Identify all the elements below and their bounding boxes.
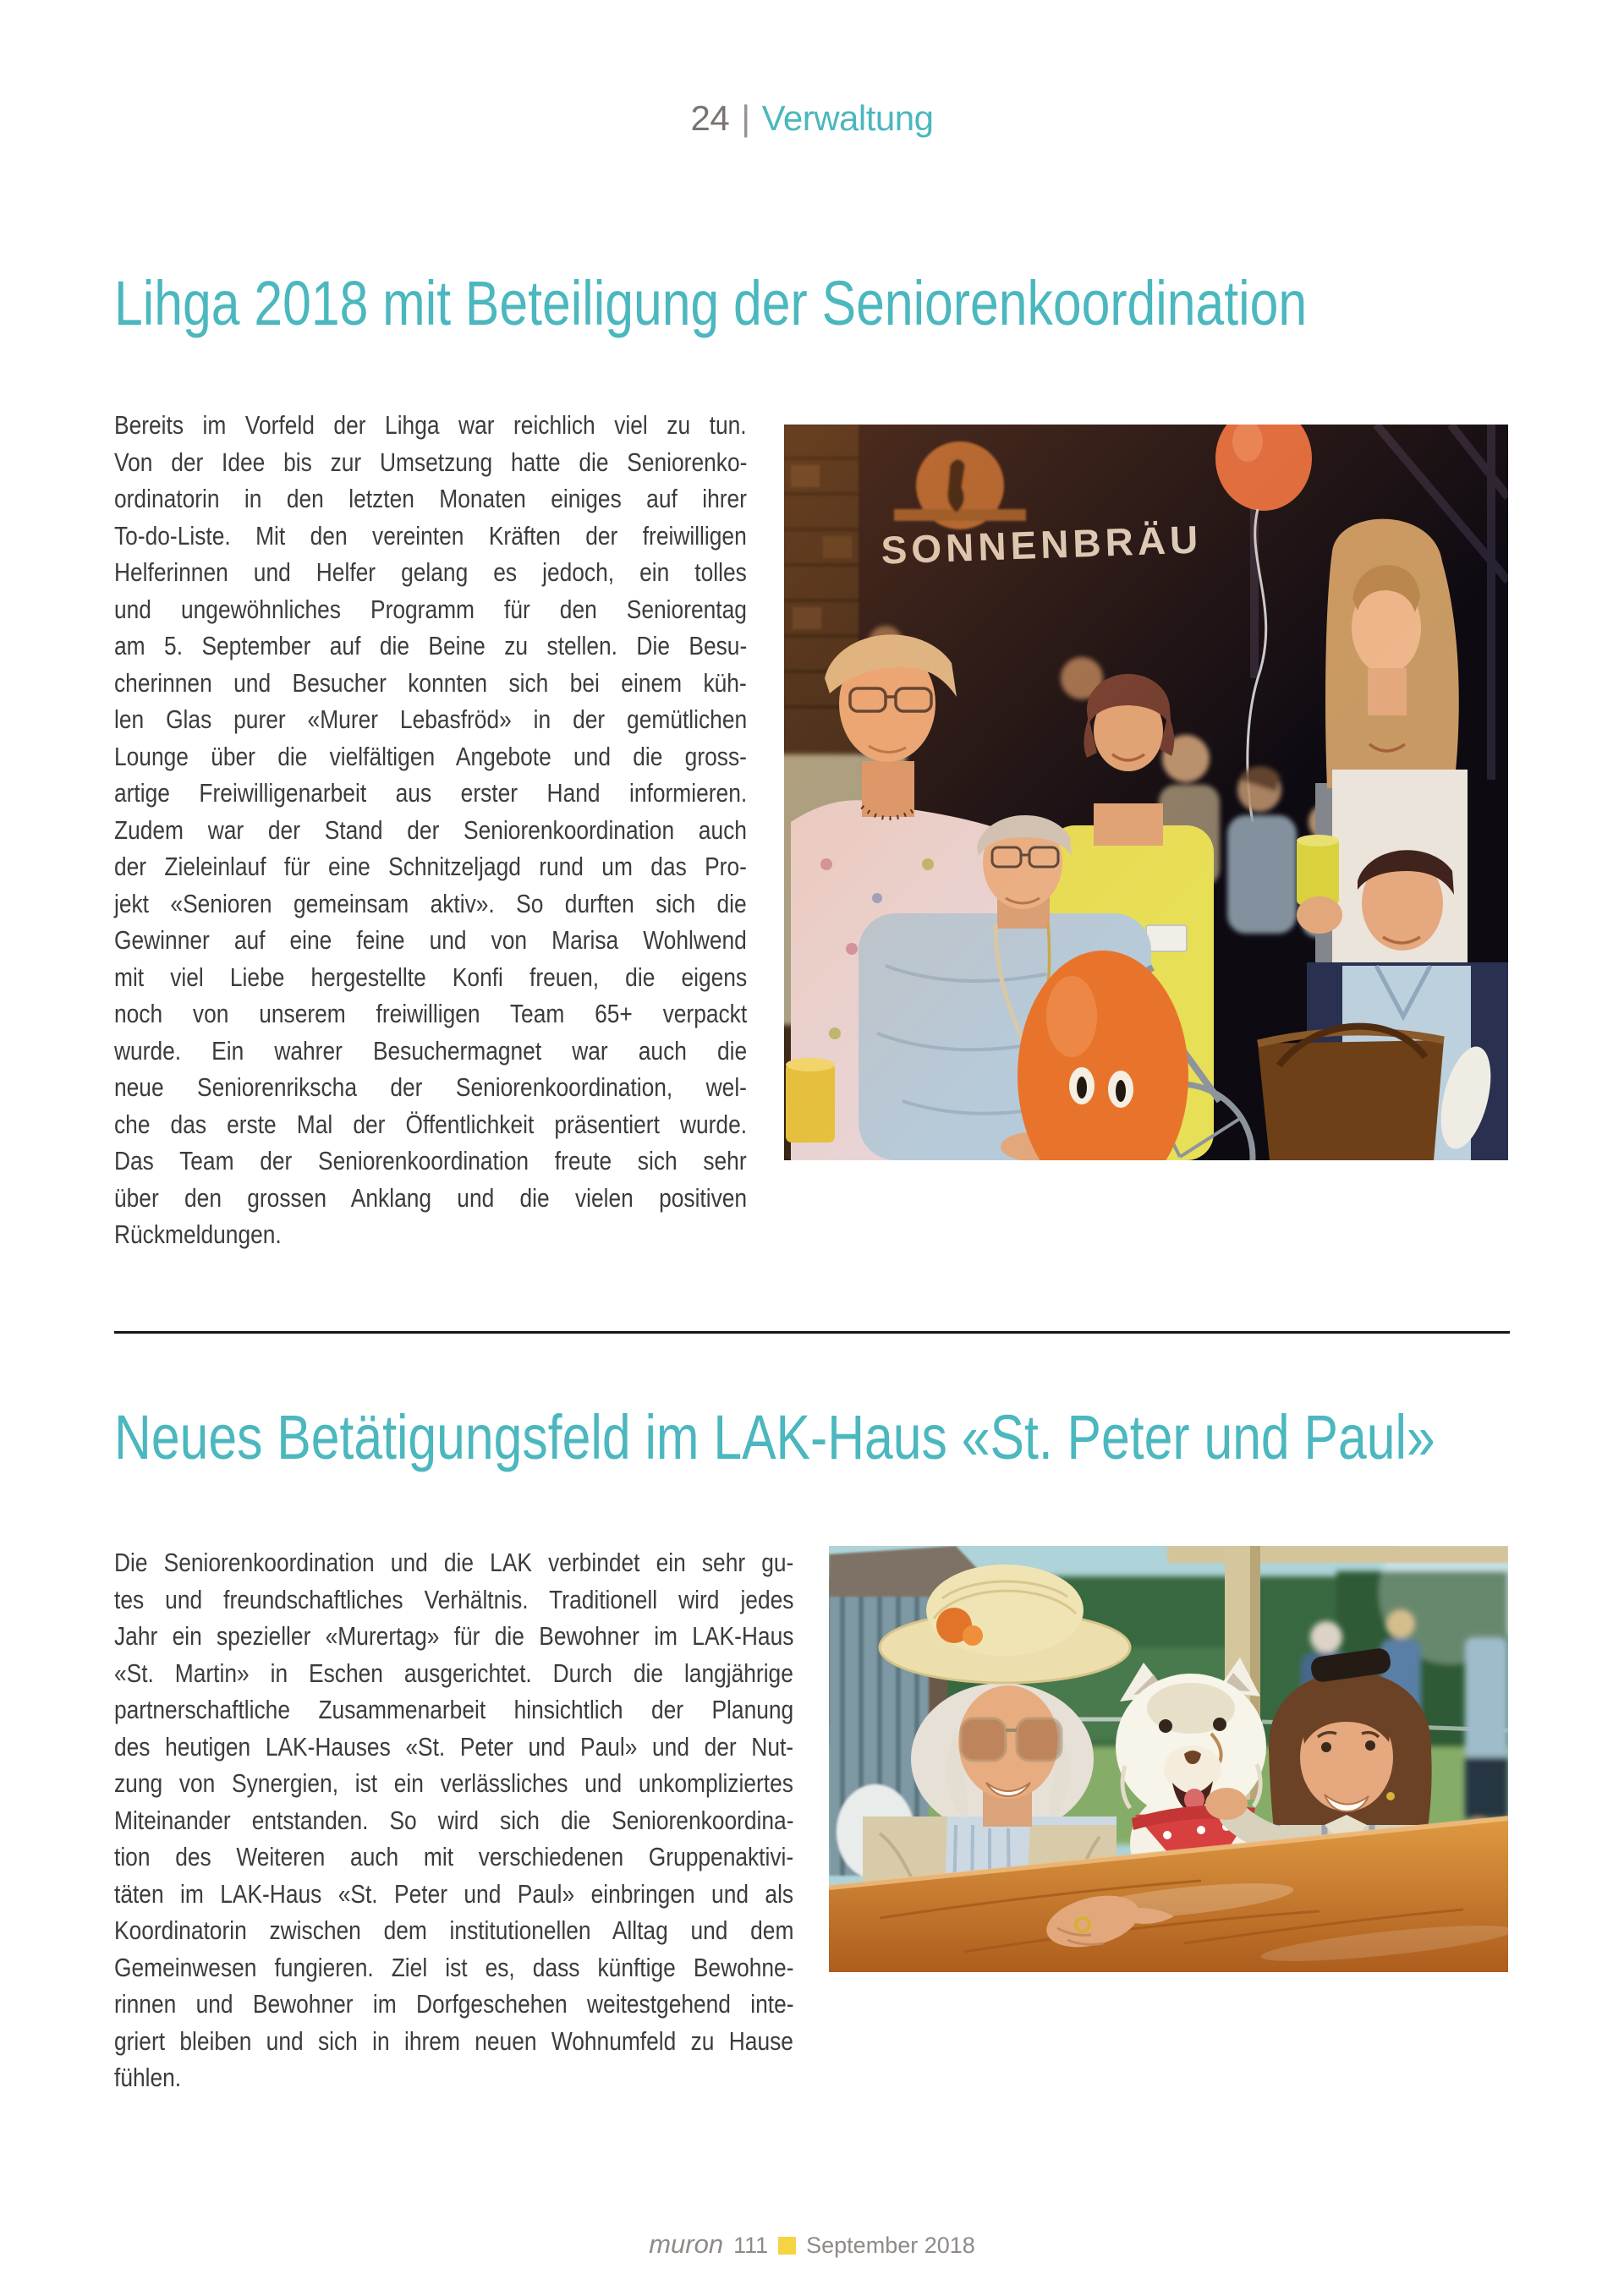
text-line: partnerschaftliche Zusammenarbeit hinsichtlich der Planung: [114, 1695, 794, 1724]
text-line: cherinnen und Besucher konnten sich bei einem küh-: [114, 667, 747, 698]
section-divider: [114, 1331, 1510, 1334]
text-line: tion des Weiteren auch mit verschiedenen Gruppenaktivi-: [114, 1842, 794, 1871]
text-line: über den grossen Anklang und die vielen positiven: [114, 1182, 748, 1213]
text-line: noch von unserem freiwilligen Team 65+ verpackt: [114, 999, 748, 1028]
text-line: wurde. Ein wahrer Besuchermagnet war auch die: [114, 1035, 748, 1066]
text-line: Helferinnen und Helfer gelang es jedoch, ein tolles: [114, 557, 747, 587]
article1-title: Lihga 2018 mit Beteiligung der Seniorenkoordination: [114, 268, 1308, 338]
yellow-square-icon: [778, 2237, 796, 2255]
text-line: griert bleiben und sich in ihrem neuen Wohnumfeld zu Hause: [114, 2025, 793, 2056]
text-line: ordinatorin in den letzten Monaten einiges auf ihrer: [114, 484, 747, 513]
section-label: Verwaltung: [761, 98, 934, 138]
text-line: artige Freiwilligenarbeit aus erster Hand informieren.: [114, 778, 748, 808]
text-line: Gemeinwesen fungieren. Ziel ist es, dass künftige Bewohne-: [114, 1952, 794, 1982]
text-line: To-do-Liste. Mit den vereinten Kräften der freiwilligen: [114, 520, 747, 551]
text-line: tes und freundschaftliches Verhältnis. Traditionell wird jedes: [114, 1584, 794, 1614]
text-line: Das Team der Seniorenkoordination freute sich sehr: [114, 1146, 747, 1175]
article2-title: Neues Betätigungsfeld im LAK-Haus «St. Peter und Paul»: [114, 1402, 1435, 1472]
article2-photo: [829, 1546, 1508, 1972]
header-separator: |: [741, 98, 750, 138]
lihga-event-photo: [784, 425, 1508, 1160]
text-line: Von der Idee bis zur Umsetzung hatte die Seniorenko-: [114, 447, 748, 477]
text-line: und ungewöhnliches Programm für den Seniorentag: [114, 594, 747, 624]
text-line: täten im LAK-Haus «St. Peter und Paul» einbringen und als: [114, 1878, 794, 1909]
text-line: des heutigen LAK-Hauses «St. Peter und Paul» und der Nut-: [114, 1731, 794, 1762]
murertag-photo: [829, 1546, 1508, 1972]
issue-date: September 2018: [806, 2233, 975, 2258]
text-line: der Zieleinlauf für eine Schnitzeljagd rund um das Pro-: [114, 852, 747, 881]
text-line: jekt «Senioren gemeinsam aktiv». So durften sich die: [114, 888, 747, 918]
page-header: [0, 98, 1624, 139]
magazine-name: muron: [649, 2229, 724, 2259]
issue-number: 111: [733, 2233, 769, 2258]
article2-body: [114, 1544, 793, 2096]
text-line: Die Seniorenkoordination und die LAK verbindet ein sehr gu-: [114, 1548, 794, 1577]
text-line: Lounge über die vielfältigen Angebote und die gross-: [114, 741, 747, 771]
article1-body: [114, 407, 747, 1253]
text-line: Bereits im Vorfeld der Lihga war reichlich viel zu tun.: [114, 410, 747, 440]
text-line: neue Seniorenrikscha der Seniorenkoordination, wel-: [114, 1072, 747, 1102]
text-line: fühlen.: [114, 2063, 182, 2092]
text-line: Koordinatorin zwischen dem institutionellen Alltag und dem: [114, 1915, 794, 1945]
text-line: «St. Martin» in Eschen ausgerichtet. Durch die langjährige: [114, 1658, 793, 1688]
page-footer: [0, 2229, 1624, 2260]
page-number: 24: [690, 98, 730, 138]
article1-photo: [784, 425, 1508, 1160]
text-line: Miteinander entstanden. So wird sich die Seniorenkoordina-: [114, 1805, 794, 1835]
text-line: len Glas purer «Murer Lebasfröd» in der gemütlichen: [114, 704, 748, 734]
text-line: che das erste Mal der Öffentlichkeit präsentiert wurde.: [114, 1109, 748, 1139]
text-line: zung von Synergien, ist ein verlässliches und unkompliziertes: [114, 1768, 793, 1798]
text-line: am 5. September auf die Beine zu stellen. Die Besu-: [114, 631, 748, 660]
text-line: Zudem war der Stand der Seniorenkoordination auch: [114, 814, 747, 845]
text-line: rinnen und Bewohner im Dorfgeschehen weitestgehend inte-: [114, 1989, 794, 2019]
text-line: mit viel Liebe hergestellte Konfi freuen, die eigens: [114, 962, 748, 992]
text-line: Rückmeldungen.: [114, 1219, 282, 1249]
text-line: Gewinner auf eine feine und von Marisa Wohlwend: [114, 925, 747, 955]
text-line: Jahr ein spezieller «Murertag» für die Bewohner im LAK-Haus: [114, 1621, 794, 1651]
